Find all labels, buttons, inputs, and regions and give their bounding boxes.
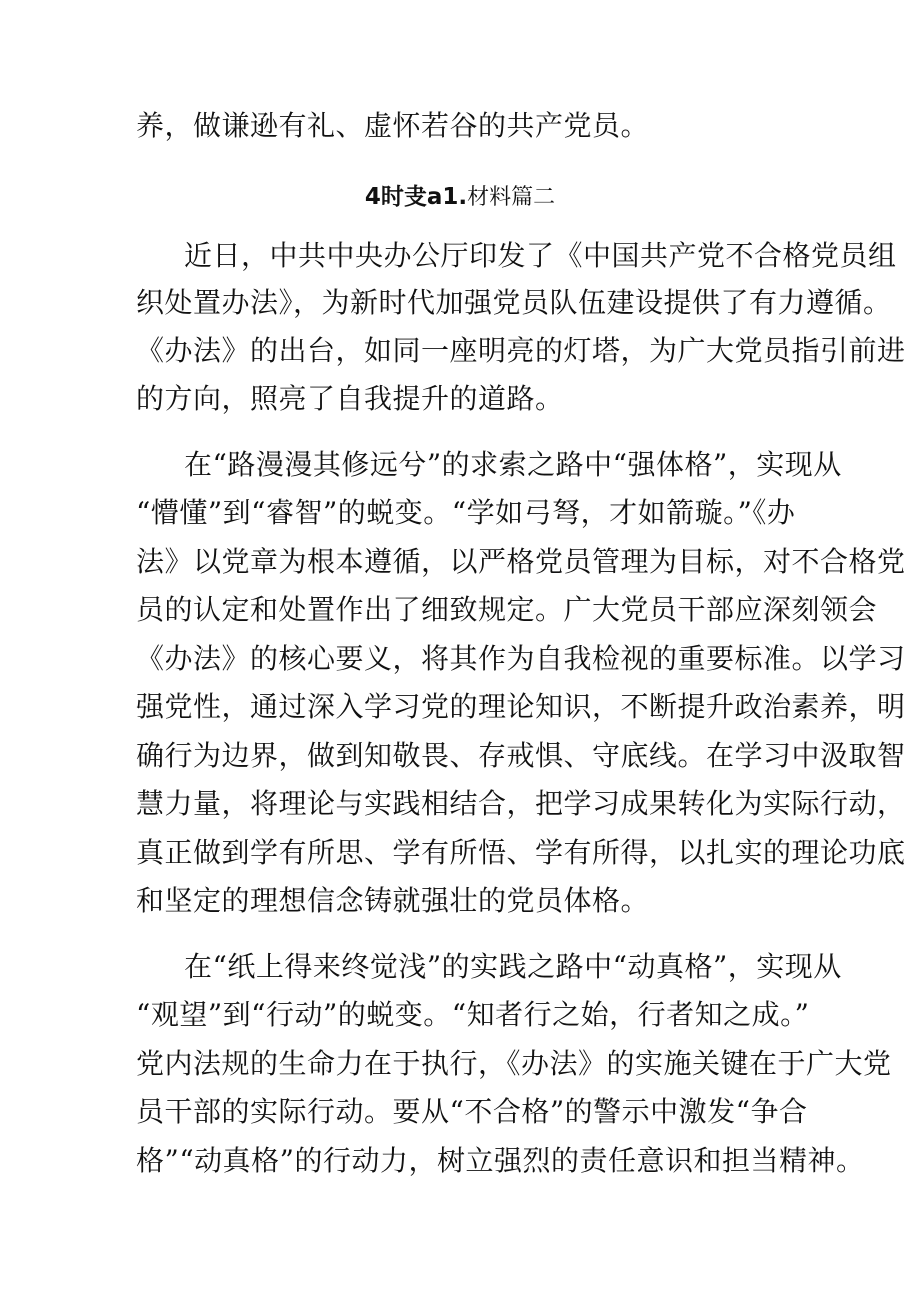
paragraph-line: 《办法》的核心要义，将其作为自我检视的重要标准。以学习 [136,642,906,675]
paragraph-line: 真正做到学有所思、学有所悟、学有所得，以扎实的理论功底 [136,836,906,869]
paragraph-line: 和坚定的理想信念铸就强壮的党员体格。 [136,884,650,917]
paragraph-line: “懵懂”到“睿智”的蜕变。“学如弓弩，才如箭璇。”《办 [136,496,796,529]
paragraph-line: 员的认定和处置作出了细致规定。广大党员干部应深刻领会 [136,593,878,626]
paragraph-line: 确行为边界，做到知敬畏、存戒惧、守底线。在学习中汲取智 [136,739,906,772]
paragraph-line: 员干部的实际行动。要从“不合格”的警示中激发“争合 [136,1095,808,1128]
paragraph-line: 慧力量，将理论与实践相结合，把学习成果转化为实际行动， [136,787,906,820]
paragraph-line: 近日，中共中央办公厅印发了《中国共产党不合格党员组 [184,239,897,272]
paragraph-line: 法》以党章为根本遵循，以严格党员管理为目标，对不合格党 [136,545,906,578]
paragraph-line: 在“纸上得来终觉浅”的实践之路中“动真格”，实现从 [184,950,842,983]
section-heading-lead: 4时叏a1. [364,184,468,210]
paragraph-line: 织处置办法》，为新时代加强党员队伍建设提供了有力遵循。 [136,286,892,319]
paragraph-line: 强党性，通过深入学习党的理论知识，不断提升政治素养，明 [136,690,906,723]
section-heading-rest: 材料篇二 [467,185,556,210]
paragraph-line: 《办法》的出台，如同一座明亮的灯塔，为广大党员指引前进 [136,334,906,367]
section-heading [0,181,920,214]
paragraph-line: 格”“动真格”的行动力，树立强烈的责任意识和担当精神。 [136,1144,865,1177]
paragraph-line: 的方向，照亮了自我提升的道路。 [136,382,564,415]
paragraph-line: “观望”到“行动”的蜕变。“知者行之始，行者知之成。” [136,998,810,1031]
intro-tail-line: 养，做谦逊有礼、虚怀若谷的共产党员。 [136,109,650,142]
paragraph-line: 在“路漫漫其修远兮”的求索之路中“强体格”，实现从 [184,448,842,481]
paragraph-line: 党内法规的生命力在于执行，《办法》的实施关键在于广大党 [136,1047,892,1080]
